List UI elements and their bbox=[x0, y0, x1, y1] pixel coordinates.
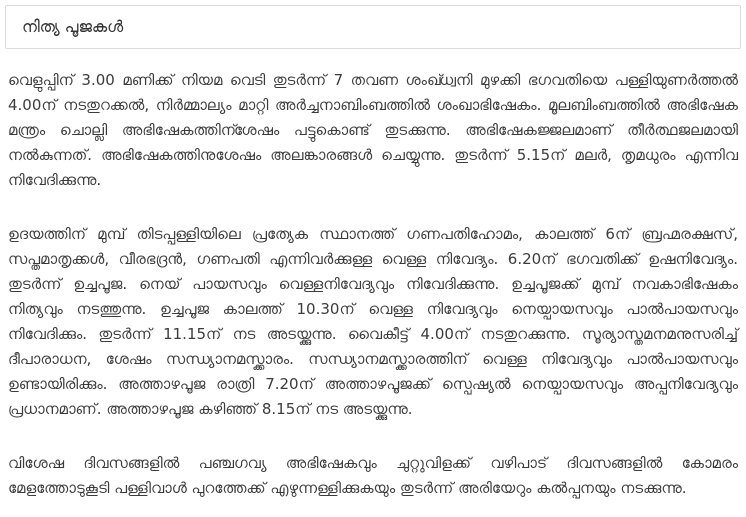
article-content bbox=[0, 49, 746, 501]
paragraph-morning-rituals: വെളുപ്പിന് 3.00 മണിക്ക് നിയമ വെടി തുടർന്ന് 7 തവണ ശംഖ്ധ്വനി മുഴക്കി ഭഗവതിയെ പള്ളിയുണർത്തൽ 4.00ന് നടതുറക്കൽ, നിർമ്മാല്യം മാറ്റി അർച്ചനാബിംബത്തിൽ ശംഖാഭിഷേകം. മൂലബിംബത്തിൽ അഭിഷേക മന്ത്രം ചൊല്ലി അഭിഷേകത്തിന്ശേഷം പട്ടുകൊണ്ട് തുടക്കുന്നു. അഭിഷേകജ്ജലമാണ് തീർത്ഥജലമായി നൽകുന്നത്. അഭിഷേകത്തിനുശേഷം അലങ്കാരങ്ങൾ ചെയ്യുന്നു. തുടർന്ന് 5.15ന് മലർ, തൃമധുരം എന്നിവ നിവേദിക്കുന്നു. bbox=[8, 71, 738, 190]
paragraph-daytime-evening-rituals: ഉദയത്തിന് മുമ്പ് തിടപ്പള്ളിയിലെ പ്രത്യേക സ്ഥാനത്ത് ഗണപതിഹോമം, കാലത്ത് 6ന് ബ്രഹ്മരക്ഷസ്, സപ്തമാതൃക്കൾ, വീരഭദ്രൻ, ഗണപതി എന്നിവർക്കുള്ള വെള്ള നിവേദ്യം. 6.20ന് ഭഗവതിക്ക് ഉഷനിവേദ്യം. തുടർന്ന് ഉച്ചപൂജ. നെയ് പായസവും വെള്ളനിവേദ്യവും നിവേദിക്കുന്നു. ഉച്ചപൂജക്ക് മുമ്പ് നവകാഭിഷേകം നിത്യവും നടത്തുന്നു. ഉച്ചപൂജ കാലത്ത് 10.30ന് വെള്ള നിവേദ്യവും നെയ്പായസവും പാൽപായസവും നിവേദിക്കും. തുടർന്ന് 11.15ന് നട അടയ്ക്കുന്നു. വൈകീട്ട് 4.00ന് നടതുറക്കുന്നു. സൂര്യാസ്തമനമനുസരിച്ച് ദീപാരാധന, ശേഷം സന്ധ്യാനമസ്ക്കാരം. സന്ധ്യാനമസ്ക്കാരത്തിന് വെള്ള നിവേദ്യവും പാൽപായസവും ഉണ്ടായിരിക്കും. അത്താഴപൂജ രാത്രി 7.20ന് അത്താഴപൂജക്ക് സ്പെഷ്യൽ നെയ്പായസവും അപ്പനിവേദ്യവും പ്രധാനമാണ്. അത്താഴപൂജ കഴിഞ്ഞ് 8.15ന് നട അടയ്ക്കുന്നു. bbox=[8, 225, 738, 419]
paragraph-special-days: വിശേഷ ദിവസങ്ങളിൽ പഞ്ചഗവ്യ അഭിഷേകവും ചുറ്റുവിളക്ക് വഴിപാട് ദിവസങ്ങളിൽ കോമരം മേളത്തോടുകൂടി പള്ളിവാൾ പുറത്തേക്ക് എഴുന്നള്ളിക്കുകയും തുടർന്ന് അരിയേറും കൽപ്പനയും നടക്കുന്നു. bbox=[8, 454, 738, 498]
page-title: നിത്യ പൂജകൾ bbox=[22, 17, 124, 36]
page-title-box bbox=[5, 5, 741, 49]
